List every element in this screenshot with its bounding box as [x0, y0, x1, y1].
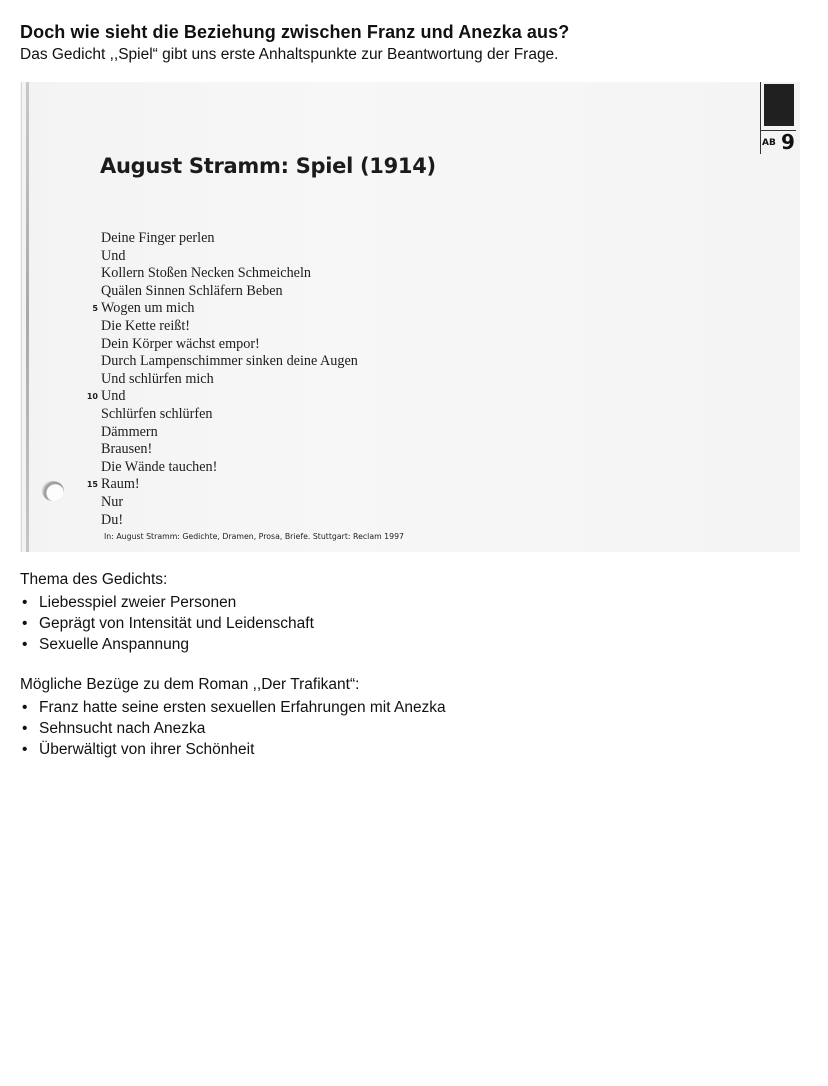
poem-line-text: Und schlürfen mich — [101, 370, 214, 387]
page-heading: Doch wie sieht die Beziehung zwischen Franz und Anezka aus? — [20, 22, 570, 42]
list-item: • Franz hatte seine ersten sexuellen Erfahrungen mit Anezka — [20, 697, 446, 718]
poem-line-text: Brausen! — [101, 441, 153, 458]
poem-line-text: Dämmern — [101, 423, 158, 440]
ab-number: 9 — [781, 130, 795, 154]
poem-line — [80, 230, 358, 248]
list-item: • Liebesspiel zweier Personen — [20, 592, 314, 613]
theme-section — [20, 569, 314, 655]
line-number: 10 — [86, 392, 98, 402]
poem-line-text: Nur — [101, 493, 124, 510]
poem-line-text: Und — [101, 388, 126, 405]
relations-title: Mögliche Bezüge zu dem Roman ,,Der Trafikant“: — [20, 676, 360, 693]
binding-edge-shadow — [26, 82, 29, 552]
list-item: • Überwältigt von ihrer Schönheit — [20, 739, 446, 760]
poem-line-text: Die Kette reißt! — [101, 317, 191, 334]
poem-line-text: Deine Finger perlen — [101, 230, 215, 246]
poem-line — [80, 371, 358, 389]
binding-edge — [21, 82, 22, 552]
poem-line — [80, 476, 358, 494]
poem-line — [80, 512, 358, 530]
poem-line — [80, 300, 358, 318]
poem-line — [80, 441, 358, 459]
line-number: 5 — [92, 304, 98, 314]
poem-line-text: Die Wände tauchen! — [101, 458, 218, 475]
poem-line — [80, 283, 358, 301]
ab-label: AB — [762, 138, 776, 148]
poem-line-text: Raum! — [101, 476, 140, 493]
ab-marker-rule — [760, 82, 761, 154]
punch-hole — [42, 481, 64, 501]
list-item: • Sexuelle Anspannung — [20, 634, 314, 655]
poem-line — [80, 248, 358, 266]
theme-title: Thema des Gedichts: — [20, 571, 168, 588]
poem-line-text: Kollern Stoßen Necken Schmeicheln — [101, 265, 311, 282]
poem-line-text: Du! — [101, 511, 124, 528]
poem-body — [80, 230, 358, 529]
theme-list — [20, 592, 314, 655]
page-subheading: Das Gedicht ,,Spiel“ gibt uns erste Anhaltspunkte zur Beantwortung der Frage. — [20, 46, 559, 63]
poem-source-citation: In: August Stramm: Gedichte, Dramen, Prosa, Briefe. Stuttgart: Reclam 1997 — [104, 532, 405, 541]
poem-line-text: Und — [101, 247, 126, 264]
poem-line — [80, 336, 358, 354]
poem-line — [80, 318, 358, 336]
ab-marker-box — [764, 84, 794, 126]
relations-list — [20, 697, 446, 760]
poem-line-text: Quälen Sinnen Schläfern Beben — [101, 282, 283, 299]
poem-line-text: Wogen um mich — [101, 300, 195, 317]
list-item: • Geprägt von Intensität und Leidenschaft — [20, 613, 314, 634]
scanned-poem-sheet — [20, 82, 800, 552]
poem-line — [80, 388, 358, 406]
poem-line-text: Durch Lampenschimmer sinken deine Augen — [101, 353, 358, 370]
poem-line — [80, 424, 358, 442]
poem-line — [80, 265, 358, 283]
line-number: 15 — [86, 480, 98, 490]
poem-line-text: Dein Körper wächst empor! — [101, 335, 260, 352]
poem-line — [80, 459, 358, 477]
poem-line — [80, 406, 358, 424]
list-item: • Sehnsucht nach Anezka — [20, 718, 446, 739]
poem-line — [80, 353, 358, 371]
poem-title: August Stramm: Spiel (1914) — [100, 154, 436, 178]
poem-line — [80, 494, 358, 512]
relations-section — [20, 674, 446, 760]
poem-line-text: Schlürfen schlürfen — [101, 405, 213, 422]
